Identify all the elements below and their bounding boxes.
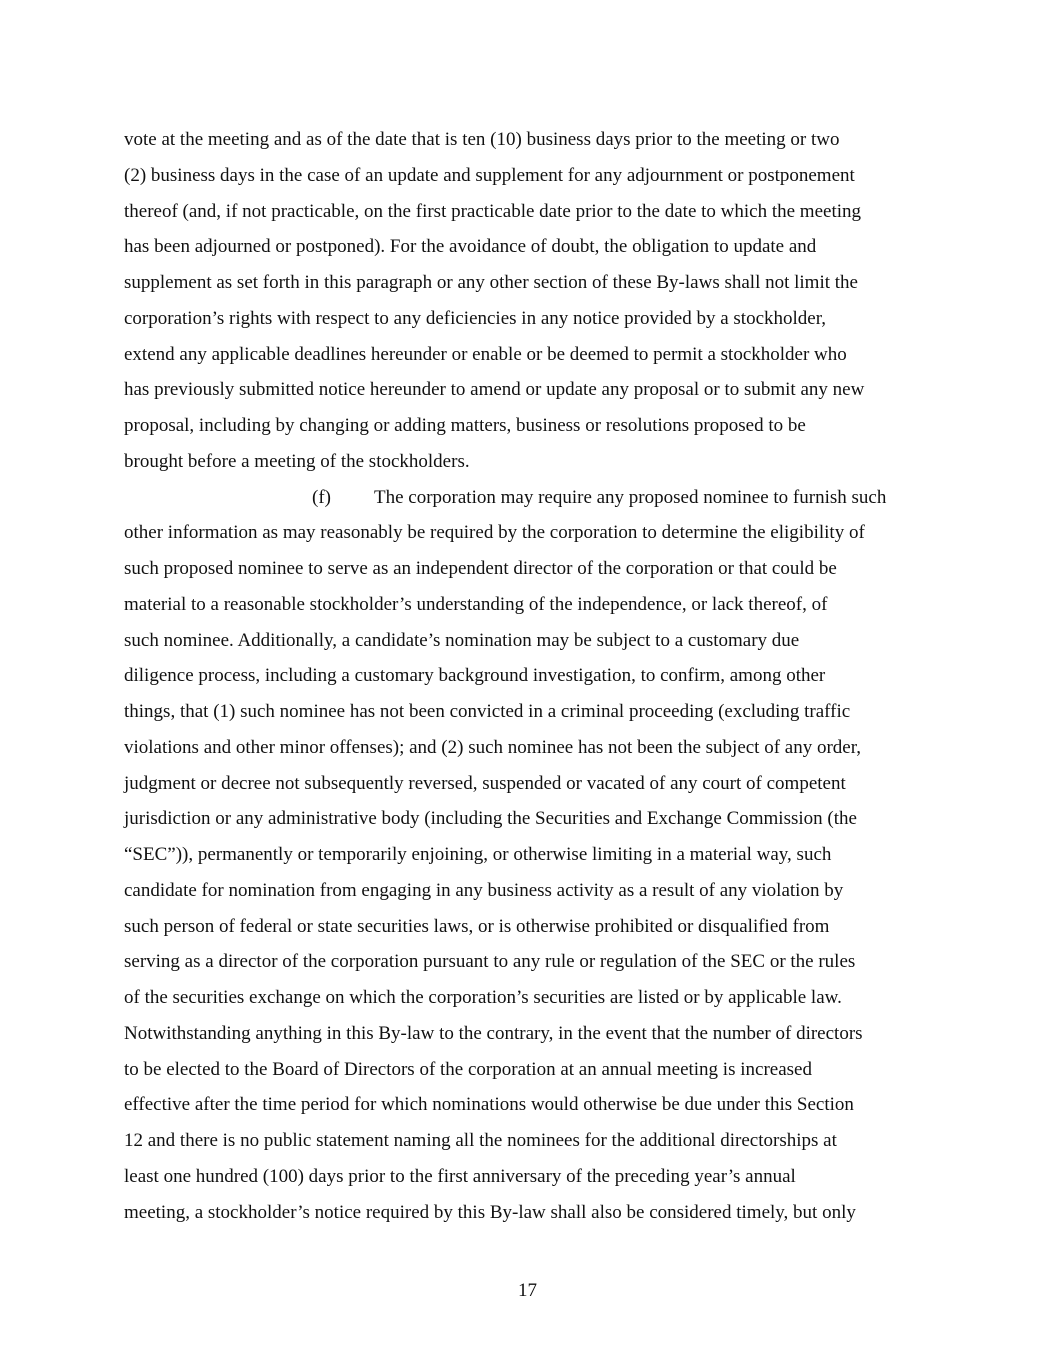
text-line: has been adjourned or postponed). For the avoidance of doubt, the obligation to update and xyxy=(124,236,817,258)
text-line: of the securities exchange on which the corporation’s securities are listed or by applicable law. xyxy=(124,987,842,1008)
text-line: corporation’s rights with respect to any deficiencies in any notice provided by a stockholder, xyxy=(124,307,827,329)
text-line: such person of federal or state securities laws, or is otherwise prohibited or disqualified from xyxy=(124,915,830,937)
text-line: such proposed nominee to serve as an independent director of the corporation or that could be xyxy=(124,558,837,579)
text-line: to be elected to the Board of Directors of the corporation at an annual meeting is increased xyxy=(124,1058,812,1080)
text-line: (2) business days in the case of an update and supplement for any adjournment or postponement xyxy=(124,164,855,186)
text-line: least one hundred (100) days prior to the first anniversary of the preceding year’s annual xyxy=(124,1165,796,1187)
text-line: 12 and there is no public statement naming all the nominees for the additional directorships at xyxy=(124,1130,837,1151)
text-line: material to a reasonable stockholder’s understanding of the independence, or lack thereof, of xyxy=(124,593,828,615)
text-line: extend any applicable deadlines hereunder or enable or be deemed to permit a stockholder who xyxy=(124,343,847,365)
paragraph-f xyxy=(124,480,944,1231)
text-line: other information as may reasonably be required by the corporation to determine the eligibility of xyxy=(124,522,865,544)
continued-paragraph xyxy=(124,122,944,480)
text-line: vote at the meeting and as of the date that is ten (10) business days prior to the meeting or two xyxy=(124,129,840,150)
page-number: 17 xyxy=(518,1280,537,1301)
text-line: such nominee. Additionally, a candidate’s nomination may be subject to a customary due xyxy=(124,629,800,651)
text-line: candidate for nomination from engaging in any business activity as a result of any violation by xyxy=(124,879,844,901)
text-line: has previously submitted notice hereunder to amend or update any proposal or to submit any new xyxy=(124,379,865,401)
paragraph-f-lead-text: The corporation may require any proposed nominee to furnish such xyxy=(374,486,887,508)
text-line: judgment or decree not subsequently reversed, suspended or vacated of any court of competent xyxy=(124,772,846,794)
text-line: meeting, a stockholder’s notice required by this By-law shall also be considered timely, but only xyxy=(124,1201,856,1223)
text-line: diligence process, including a customary background investigation, to confirm, among other xyxy=(124,665,826,687)
text-line: thereof (and, if not practicable, on the first practicable date prior to the date to which the meeting xyxy=(124,200,862,222)
text-line: “SEC”)), permanently or temporarily enjoining, or otherwise limiting in a material way, such xyxy=(124,844,832,865)
text-line: Notwithstanding anything in this By-law to the contrary, in the event that the number of directors xyxy=(124,1022,863,1044)
text-line: jurisdiction or any administrative body (including the Securities and Exchange Commission (the xyxy=(124,808,857,830)
paragraph-f-first-line xyxy=(124,480,944,516)
text-line: brought before a meeting of the stockholders. xyxy=(124,450,470,472)
text-line: serving as a director of the corporation pursuant to any rule or regulation of the SEC or the rules xyxy=(124,951,856,973)
text-line: things, that (1) such nominee has not been convicted in a criminal proceeding (excluding traffic xyxy=(124,701,851,722)
paragraph-marker: (f) xyxy=(312,486,331,508)
text-line: effective after the time period for which nominations would otherwise be due under this Section xyxy=(124,1094,854,1116)
body-text xyxy=(124,122,944,1230)
text-line: supplement as set forth in this paragraph or any other section of these By-laws shall not limit the xyxy=(124,272,858,293)
text-line: violations and other minor offenses); and (2) such nominee has not been the subject of any order, xyxy=(124,736,862,758)
text-line: proposal, including by changing or adding matters, business or resolutions proposed to be xyxy=(124,415,806,436)
